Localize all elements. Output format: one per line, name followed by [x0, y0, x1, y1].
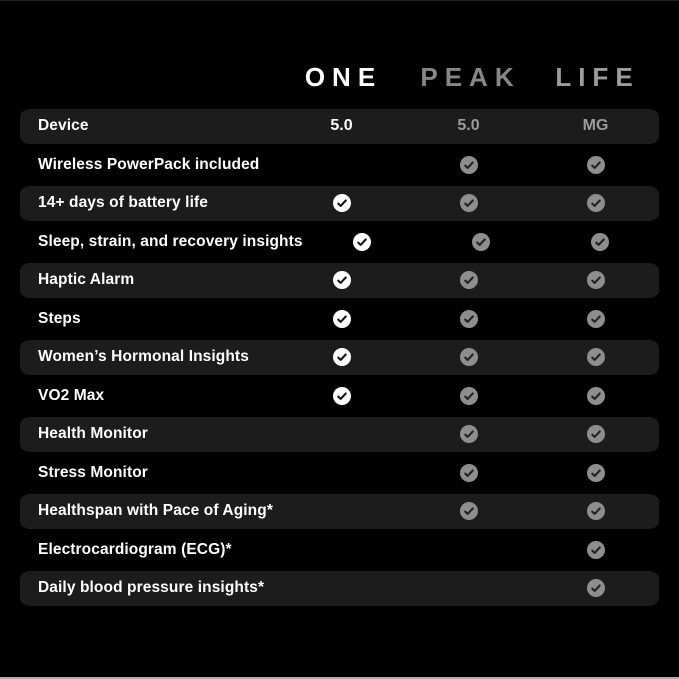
cell-life	[532, 387, 659, 405]
table-row	[20, 377, 659, 416]
table-row	[20, 184, 659, 223]
cell-peak: 5.0	[457, 117, 480, 135]
cell-peak	[405, 194, 532, 212]
feature-label: Haptic Alarm	[38, 271, 135, 289]
cell-life	[532, 502, 659, 520]
check-circle-icon	[460, 348, 478, 366]
check-circle-icon	[587, 387, 605, 405]
feature-label: Women’s Hormonal Insights	[38, 348, 249, 366]
cell-one	[303, 233, 422, 251]
check-circle-icon	[587, 194, 605, 212]
check-circle-icon	[460, 387, 478, 405]
feature-label: Health Monitor	[38, 425, 148, 443]
cell-life	[532, 541, 659, 559]
feature-label: Daily blood pressure insights*	[38, 579, 265, 597]
check-circle-icon	[460, 464, 478, 482]
table-row	[20, 415, 659, 454]
check-circle-icon	[587, 502, 605, 520]
cell-one	[278, 310, 405, 328]
table-row	[20, 146, 659, 185]
feature-label: Stress Monitor	[38, 463, 148, 481]
cell-one: 5.0	[330, 117, 353, 135]
cell-life	[532, 425, 659, 443]
cell-peak	[405, 464, 532, 482]
cell-peak	[405, 271, 532, 289]
check-circle-icon	[460, 425, 478, 443]
cell-life	[532, 348, 659, 366]
table-row	[20, 223, 659, 262]
feature-label: Electrocardiogram (ECG)*	[38, 540, 232, 558]
check-circle-icon	[460, 194, 478, 212]
check-circle-icon	[587, 579, 605, 597]
check-circle-icon	[460, 502, 478, 520]
check-circle-icon	[333, 348, 351, 366]
cell-peak	[405, 502, 532, 520]
feature-label: Wireless PowerPack included	[38, 155, 260, 173]
column-header-peak: PEAK	[420, 61, 521, 92]
cell-peak	[421, 233, 540, 251]
cell-life: MG	[582, 117, 609, 135]
comparison-table	[20, 107, 659, 608]
cell-one	[278, 194, 405, 212]
cell-life	[532, 310, 659, 328]
check-circle-icon	[591, 233, 609, 251]
cell-life	[532, 464, 659, 482]
cell-one	[278, 387, 405, 405]
cell-peak	[405, 156, 532, 174]
cell-life	[532, 156, 659, 174]
feature-label: VO2 Max	[38, 386, 105, 404]
check-circle-icon	[587, 541, 605, 559]
plan-header-row	[20, 55, 659, 99]
cell-peak	[405, 348, 532, 366]
cell-life	[540, 233, 659, 251]
table-row	[20, 300, 659, 339]
table-row	[20, 492, 659, 531]
feature-label: Sleep, strain, and recovery insights	[38, 232, 303, 250]
table-row	[20, 531, 659, 570]
check-circle-icon	[460, 310, 478, 328]
table-row	[20, 338, 659, 377]
cell-peak	[405, 425, 532, 443]
feature-label: 14+ days of battery life	[38, 194, 208, 212]
cell-one	[278, 271, 405, 289]
feature-label: Steps	[38, 309, 81, 327]
cell-life	[532, 271, 659, 289]
cell-life	[532, 579, 659, 597]
check-circle-icon	[353, 233, 371, 251]
check-circle-icon	[587, 425, 605, 443]
feature-label: Device	[38, 117, 89, 135]
check-circle-icon	[333, 194, 351, 212]
check-circle-icon	[460, 271, 478, 289]
check-circle-icon	[587, 156, 605, 174]
check-circle-icon	[460, 156, 478, 174]
table-row	[20, 107, 659, 146]
table-row	[20, 454, 659, 493]
cell-peak	[405, 310, 532, 328]
check-circle-icon	[587, 348, 605, 366]
column-header-life: LIFE	[555, 61, 640, 92]
check-circle-icon	[587, 271, 605, 289]
check-circle-icon	[587, 310, 605, 328]
cell-peak	[405, 387, 532, 405]
cell-one	[278, 348, 405, 366]
check-circle-icon	[472, 233, 490, 251]
table-row	[20, 261, 659, 300]
feature-label: Healthspan with Pace of Aging*	[38, 502, 273, 520]
cell-life	[532, 194, 659, 212]
check-circle-icon	[587, 464, 605, 482]
column-header-one: ONE	[304, 61, 383, 92]
check-circle-icon	[333, 387, 351, 405]
check-circle-icon	[333, 310, 351, 328]
check-circle-icon	[333, 271, 351, 289]
table-row	[20, 569, 659, 608]
